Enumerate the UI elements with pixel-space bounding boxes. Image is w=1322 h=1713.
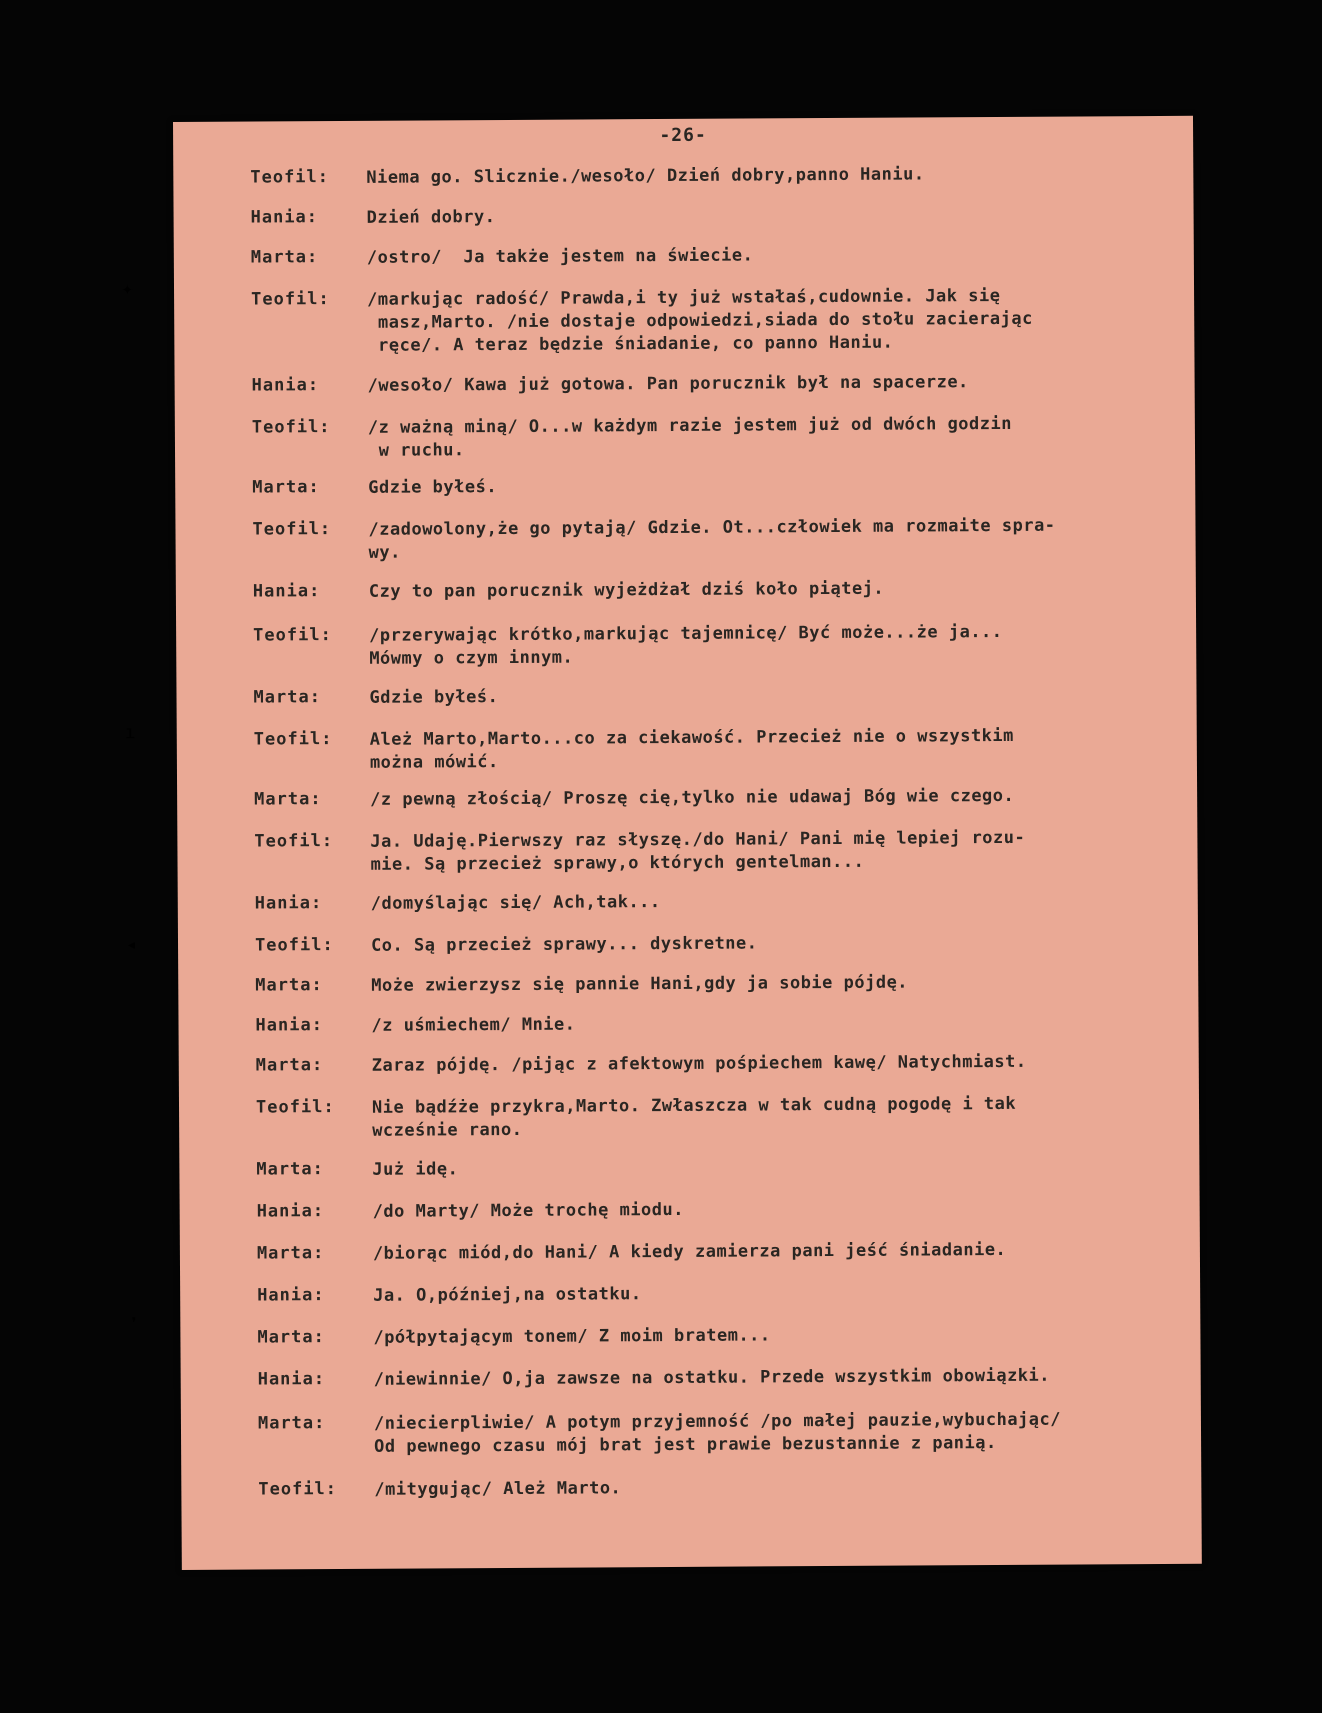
dialogue-line xyxy=(174,242,1194,268)
speaker-name: Hania: xyxy=(252,581,321,602)
speech-text: /z uśmiechem/ Mnie. xyxy=(371,1014,576,1036)
margin-ink-mark: ✦ xyxy=(121,278,133,300)
speech-text: Już idę. xyxy=(372,1159,459,1180)
speaker-name: Teofil: xyxy=(251,289,330,310)
speech-text: /wesoło/ Kawa już gotowa. Pan porucznik był na spacerze. xyxy=(367,372,969,396)
dialogue-line xyxy=(125,930,1198,956)
speaker-name: Marta: xyxy=(253,687,321,708)
speaker-name: Teofil: xyxy=(254,831,334,852)
speech-text: /ostro/ Ja także jestem na świecie. xyxy=(366,245,754,268)
speaker-name: Marta: xyxy=(257,1327,325,1348)
speaker-name: Teofil: xyxy=(255,1097,335,1118)
speaker-name: Marta: xyxy=(256,1159,324,1180)
speech-text: /domyślając się/ Ach,tak... xyxy=(370,892,661,914)
dialogue-line xyxy=(176,620,1196,669)
dialogue-line xyxy=(180,1196,1200,1222)
speaker-name: Teofil: xyxy=(253,729,333,750)
speech-text: Ja. Udaję.Pierwszy raz słyszę./do Hani/ Pani mię lepiej rozu- mie. Są przecież sprawy,o których gentelman... xyxy=(370,827,1026,875)
speaker-name: Hania: xyxy=(257,1369,326,1390)
speaker-name: Hania: xyxy=(255,1015,324,1036)
speaker-name: Teofil: xyxy=(258,1479,338,1500)
dialogue xyxy=(121,162,1193,1500)
speaker-name: Teofil: xyxy=(253,625,332,646)
dialogue-line xyxy=(175,472,1195,498)
speech-text: Co. Są przecież sprawy... dyskretne. xyxy=(370,933,758,956)
dialogue-line xyxy=(124,722,1197,773)
speech-text: /niecierpliwie/ A potym przyjemność /po małej pauzie,wybuchając/ Od pewnego czasu mój brat jest prawie bezustannie z panią. xyxy=(373,1409,1062,1457)
dialogue-line xyxy=(181,1408,1201,1457)
speech-text: /biorąc miód,do Hani/ A kiedy zamierza pani jeść śniadanie. xyxy=(372,1239,1007,1264)
speech-text: /zadowolony,że go pytają/ Gdzie. Ot...człowiek ma rozmaite spra- wy. xyxy=(368,515,1056,563)
dialogue-line xyxy=(175,412,1195,461)
margin-ink-mark: ❜ xyxy=(128,1314,140,1336)
speaker-name: Teofil: xyxy=(250,167,330,188)
speech-text: Niema go. Slicznie./wesoło/ Dzień dobry,panno Haniu. xyxy=(366,164,925,188)
dialogue-line xyxy=(180,1238,1200,1264)
speaker-name: Teofil: xyxy=(251,417,331,438)
dialogue-line xyxy=(177,784,1197,810)
dialogue-line xyxy=(128,1314,1200,1348)
speech-text: Ja. O,później,na ostatku. xyxy=(373,1284,642,1306)
speech-text: /mitygując/ Ależ Marto. xyxy=(374,1478,622,1500)
page-number: -26- xyxy=(659,124,707,147)
dialogue-line xyxy=(178,970,1198,996)
dialogue-line xyxy=(178,888,1198,914)
speaker-name: Marta: xyxy=(250,247,319,268)
speech-text: /przerywając krótko,markując tajemnicę/ Być może...że ja... Mówmy o czym innym. xyxy=(369,621,1003,669)
speech-text: Nie bądźże przykra,Marto. Zwłaszcza w tak cudną pogodę i tak wcześnie rano. xyxy=(371,1093,1017,1141)
speech-text: Ależ Marto,Marto...co za ciekawość. Przecież nie o wszystkim można mówić. xyxy=(369,725,1014,773)
speaker-name: Hania: xyxy=(256,1201,325,1222)
dialogue-line xyxy=(175,370,1195,396)
dialogue-line xyxy=(179,1050,1199,1076)
speaker-name: Hania: xyxy=(250,207,319,228)
dialogue-line xyxy=(121,278,1194,356)
speech-text: Zaraz pójdę. /pijąc z afektowym pośpiechem kawę/ Natychmiast. xyxy=(371,1051,1027,1076)
dialogue-line xyxy=(177,826,1197,875)
dialogue-line xyxy=(181,1474,1201,1500)
speech-text: Gdzie byłeś. xyxy=(369,687,499,708)
speech-text: /do Marty/ Może trochę miodu. xyxy=(372,1199,685,1222)
dialogue-line xyxy=(180,1280,1200,1306)
margin-ink-mark: ◂ xyxy=(125,934,137,956)
speech-text: Czy to pan porucznik wyjeżdżał dziś koło piątej. xyxy=(368,578,885,602)
speech-text: /półpytającym tonem/ Z moim bratem... xyxy=(373,1325,771,1348)
dialogue-line xyxy=(174,202,1194,228)
speech-text: /niewinnie/ O,ja zawsze na ostatku. Przede wszystkim obowiązki. xyxy=(373,1365,1051,1390)
speaker-name: Hania: xyxy=(257,1285,325,1306)
dialogue-line xyxy=(175,514,1195,563)
dialogue-line xyxy=(173,162,1193,188)
speaker-name: Teofil: xyxy=(252,519,332,540)
speaker-name: Hania: xyxy=(254,893,323,914)
speaker-name: Teofil: xyxy=(254,935,334,956)
speech-text: /markując radość/ Prawda,i ty już wstałaś,cudownie. Jak się masz,Marto. /nie dostaje odpowiedzi,siada do stołu zacierając ręce/. A teraz będzie śniadanie, co panno Haniu. xyxy=(367,285,1033,356)
speaker-name: Marta: xyxy=(256,1243,325,1264)
speech-text: Gdzie byłeś. xyxy=(368,477,498,498)
speaker-name: Marta: xyxy=(252,477,320,498)
dialogue-line xyxy=(181,1364,1201,1390)
dialogue-line xyxy=(179,1092,1199,1141)
speaker-name: Hania: xyxy=(251,375,320,396)
dialogue-line xyxy=(176,576,1196,602)
speaker-name: Marta: xyxy=(255,1055,324,1076)
speech-text: Dzień dobry. xyxy=(366,207,496,228)
speech-text: Może zwierzysz się pannie Hani,gdy ja sobie pójdę. xyxy=(371,972,909,996)
speaker-name: Marta: xyxy=(255,975,323,996)
speech-text: /z ważną miną/ O...w każdym razie jestem już od dwóch godzin w ruchu. xyxy=(367,413,1013,461)
speaker-name: Marta: xyxy=(257,1413,326,1434)
typewritten-page xyxy=(121,116,1202,1570)
speech-text: /z pewną złością/ Proszę cię,tylko nie udawaj Bóg wie czego. xyxy=(370,785,1015,810)
dialogue-line xyxy=(179,1154,1199,1180)
dialogue-line xyxy=(178,1010,1198,1036)
dialogue-line xyxy=(176,682,1196,708)
speaker-name: Marta: xyxy=(254,789,322,810)
margin-ink-mark: ı xyxy=(124,722,136,744)
